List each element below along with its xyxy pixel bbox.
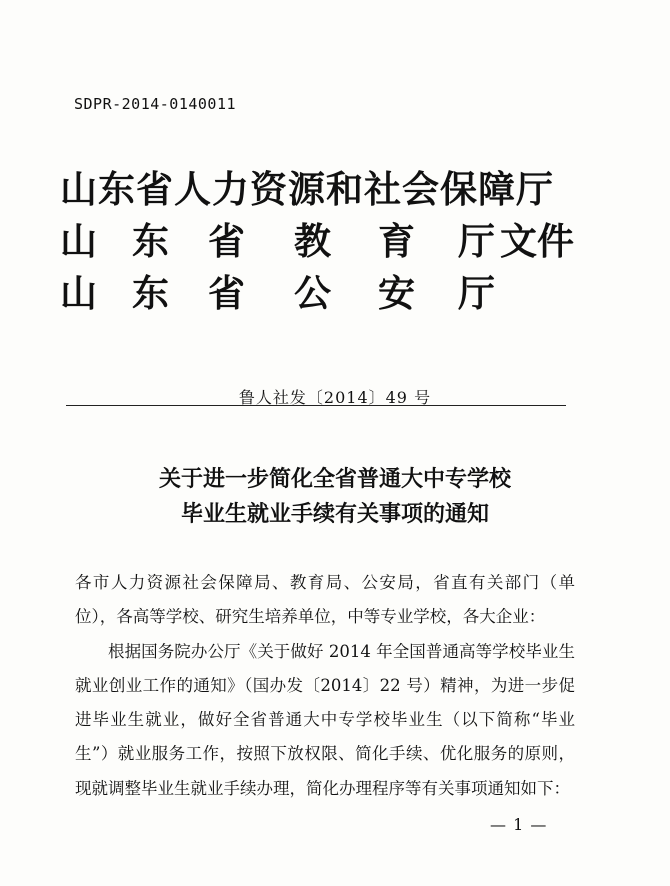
header-line-3 bbox=[60, 267, 600, 319]
header-line-3-char: 公 bbox=[294, 271, 331, 315]
body-paragraph-1: 根据国务院办公厅《关于做好 2014 年全国普通高等学校毕业生就业创业工作的通知》（国办发〔2014〕22 号）精神，为进一步促进毕业生就业，做好全省普通大中专学校毕业生（以下简称“毕业生”）就业服务工作，按照下放权限、简化手续、优化服务的原则，现就调整毕业生就业手续办理，简化办理程序等有关事项通知如下： bbox=[75, 641, 575, 798]
header-line-2 bbox=[60, 215, 600, 267]
header-line-2-char: 育 bbox=[378, 219, 415, 263]
header-line-3-char: 安 bbox=[378, 271, 415, 315]
header-line-2-char: 省 bbox=[208, 219, 245, 263]
header-line-2-char: 东 bbox=[132, 219, 169, 263]
document-id: SDPR-2014-0140011 bbox=[74, 95, 237, 113]
page-number: — 1 — bbox=[490, 815, 548, 834]
header-line-1-text: 山东省人力资源和社会保障厅 bbox=[60, 167, 554, 211]
header-line-3-char: 省 bbox=[208, 271, 245, 315]
document-number: 鲁人社发〔2014〕49 号 bbox=[238, 388, 432, 407]
notice-title-line-2: 毕业生就业手续有关事项的通知 bbox=[180, 501, 489, 527]
notice-title bbox=[0, 462, 670, 532]
header-line-2-char: 厅 bbox=[458, 219, 495, 263]
issuing-authorities-header bbox=[60, 163, 600, 319]
header-line-2-wenjian: 文件 bbox=[500, 219, 574, 263]
header-line-3-char: 东 bbox=[132, 271, 169, 315]
notice-title-line-1: 关于进一步简化全省普通大中专学校 bbox=[158, 466, 511, 492]
header-divider-line bbox=[66, 405, 566, 406]
header-line-2-char: 教 bbox=[294, 219, 331, 263]
notice-body bbox=[75, 566, 575, 806]
header-line-2-char: 山 bbox=[60, 219, 97, 263]
header-line-1 bbox=[60, 163, 600, 215]
header-line-3-char: 厅 bbox=[458, 271, 495, 315]
header-line-3-char: 山 bbox=[60, 271, 97, 315]
addressee-paragraph: 各市人力资源社会保障局、教育局、公安局，省直有关部门（单位），各高等学校、研究生培养单位，中等专业学校，各大企业： bbox=[75, 573, 575, 627]
